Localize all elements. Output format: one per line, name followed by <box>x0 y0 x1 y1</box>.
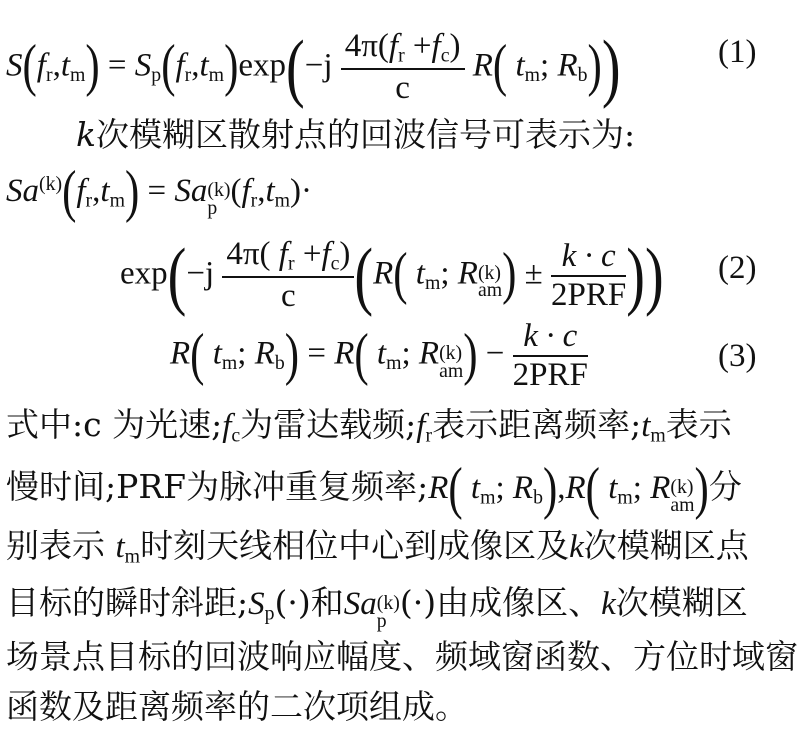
sub-m: m <box>424 271 441 294</box>
intro-sentence <box>76 115 636 154</box>
superscript-k: (k) <box>670 476 694 499</box>
sub-m: m <box>124 545 141 568</box>
denominator-2prf: 2PRF <box>551 276 627 313</box>
symbol-S: S <box>6 47 23 84</box>
sub-m: m <box>109 189 125 212</box>
sub-b: b <box>577 63 588 86</box>
symbol-f: f <box>416 408 426 444</box>
text-span: (·)由成像区、 <box>399 583 602 622</box>
equation-number-2: (2) <box>718 250 757 286</box>
symbol-f: f <box>36 47 46 84</box>
paragraph-line-6 <box>6 687 468 726</box>
denominator-2prf: 2PRF <box>512 357 588 393</box>
symbol-R: R <box>557 47 578 84</box>
symbol-Sa: Sa <box>6 173 39 210</box>
text-span: 分 <box>708 467 742 507</box>
equals-sign: = <box>107 47 127 84</box>
minus-j: −j <box>304 47 333 84</box>
fraction-kc-over-2prf <box>551 237 627 313</box>
fraction-4pi-over-c: $\frac{4\pi(f_r +f_c)}{c}$ <box>341 30 465 105</box>
symbol-R: R <box>650 470 671 507</box>
sub-r: r <box>398 44 405 67</box>
sub-m: m <box>650 424 666 447</box>
text-span: 次模糊区 <box>615 583 748 622</box>
text-span: 别表示 <box>6 526 105 565</box>
text-span: 次模糊区点 <box>583 526 749 565</box>
symbol-t: t <box>199 47 209 84</box>
semicolon: ; <box>495 470 505 507</box>
text-span: 为雷达载频; <box>240 405 417 444</box>
symbol-R: R <box>472 47 493 84</box>
plus-sign: + <box>302 236 322 272</box>
sup-sub-k-p <box>376 592 400 633</box>
symbol-t: t <box>641 408 651 444</box>
text-span: 表示 <box>665 405 732 444</box>
fraction-kc-over-2prf <box>513 320 588 392</box>
superscript-k: (k) <box>207 179 231 202</box>
equation-1: $S(f_r,t_m) = S_p(f_r,t_m)\exp(-j$ $\frac{4\pi(f_r +f_c)}{c}$ R( $t_m$; $R_b$)) <box>6 25 621 110</box>
paragraph-line-4 <box>6 583 748 633</box>
symbol-R: R <box>565 470 586 507</box>
sub-m: m <box>617 486 633 509</box>
paragraph-line-2: 慢时间;PRF为脉冲重复频率;R( $t_m$; $R_b),R$( $t_m$; R (k) am )分 <box>6 457 742 521</box>
sub-m: m <box>221 352 238 375</box>
symbol-f: f <box>431 28 441 64</box>
symbol-R: R <box>170 335 191 372</box>
equation-2-line-2: exp(−j $\frac{4\pi( f_r +f_c)}{c}$ (R( $t_m$; R (k) am ) ± $\frac{k \cdot c}{\text{2PRF}}$ )) <box>120 233 664 318</box>
sup-sub-k-am <box>477 261 503 302</box>
symbol-R: R <box>373 255 394 292</box>
equals-sign: = <box>307 335 326 372</box>
numerator-kc: k · c <box>523 318 578 354</box>
numerator-kc: k · c <box>561 237 616 274</box>
sup-sub-k-am <box>670 476 695 517</box>
text-span: 目标的瞬时斜距; <box>6 583 249 622</box>
symbol-t: t <box>376 335 387 372</box>
minus-j: −j <box>186 255 215 292</box>
sub-r: r <box>85 189 93 212</box>
equation-3: R( $t_m$; $R_b) = R$( $t_m$; R (k) am ) − $\frac{k \cdot c}{\text{2PRF}}$ <box>170 318 588 393</box>
symbol-f: f <box>388 28 399 64</box>
fraction-4pi-over-c: $\frac{4\pi( f_r +f_c)}{c}$ <box>222 238 354 313</box>
sub-p: p <box>264 602 275 625</box>
sub-r: r <box>425 424 433 447</box>
symbol-t: t <box>470 470 481 507</box>
symbol-Sa: Sa <box>174 173 208 210</box>
symbol-k: k <box>76 115 96 154</box>
paragraph-line-3 <box>6 526 749 568</box>
symbol-k: k <box>601 586 616 622</box>
sub-am: am <box>439 359 464 382</box>
sub-r: r <box>45 63 53 86</box>
sub-c: c <box>231 424 241 447</box>
minus-sign: − <box>485 335 505 372</box>
symbol-S: S <box>134 47 152 84</box>
symbol-t: t <box>100 173 110 210</box>
semicolon: ; <box>401 335 411 372</box>
sub-c: c <box>440 44 450 67</box>
equation-number-1: (1) <box>718 34 757 70</box>
sub-r: r <box>250 189 258 212</box>
text-span: (·)和 <box>274 583 344 622</box>
semicolon: ; <box>440 255 450 292</box>
paragraph-line-5 <box>6 637 798 676</box>
sub-p: p <box>151 63 162 86</box>
sub-m: m <box>386 352 402 375</box>
symbol-t: t <box>515 47 525 84</box>
symbol-t: t <box>265 173 275 210</box>
plus-minus-sign: ± <box>524 255 543 292</box>
sub-am: am <box>477 279 503 302</box>
symbol-f: f <box>76 173 86 210</box>
semicolon: ; <box>237 335 247 372</box>
symbol-t: t <box>415 255 425 292</box>
sub-m: m <box>274 189 291 212</box>
text-span: 表示距离频率; <box>432 405 642 444</box>
symbol-R: R <box>428 470 449 507</box>
equation-2-line-1: $Sa^{(k)}(f_r,t_m) = Sa$ (k) p $(f_r,t_m)\cdot$ <box>6 160 313 224</box>
semicolon: ; <box>540 47 550 84</box>
symbol-t: t <box>115 529 125 565</box>
denominator-c: c <box>281 278 296 315</box>
text-span: 慢时间;PRF为脉冲重复频率; <box>6 467 429 507</box>
symbol-R: R <box>334 335 355 372</box>
sub-am: am <box>670 494 695 517</box>
symbol-f: f <box>241 173 251 210</box>
intro-text: 次模糊区散射点的回波信号可表示为: <box>96 115 636 154</box>
sup-sub-k-p <box>207 179 231 220</box>
equation-number-3: (3) <box>718 338 757 374</box>
sub-m: m <box>208 63 225 86</box>
text-span: 式中:c 为光速; <box>6 405 223 444</box>
sub-r: r <box>287 252 295 275</box>
symbol-f: f <box>175 47 185 84</box>
symbol-k: k <box>569 529 584 565</box>
symbol-R: R <box>254 335 275 372</box>
superscript-k: (k) <box>376 592 400 615</box>
plus-sign: + <box>412 28 432 64</box>
superscript-k: (k) <box>477 261 502 284</box>
superscript-k: (k) <box>39 173 63 196</box>
sub-p: p <box>376 610 387 633</box>
sub-p: p <box>207 197 218 220</box>
denominator-c: c <box>395 70 410 107</box>
numerator-4pi: 4π <box>226 236 260 272</box>
multiplication-dot: · <box>301 173 313 210</box>
symbol-f: f <box>222 408 232 444</box>
sub-b: b <box>533 486 543 509</box>
semicolon: ; <box>632 470 642 507</box>
sub-m: m <box>524 63 541 86</box>
symbol-t: t <box>60 47 70 84</box>
symbol-R: R <box>512 470 534 507</box>
equals-sign: = <box>147 173 167 210</box>
sub-c: c <box>330 252 340 275</box>
symbol-t: t <box>608 470 618 507</box>
sub-r: r <box>184 63 192 86</box>
sub-b: b <box>274 352 285 375</box>
symbol-R: R <box>457 255 478 292</box>
symbol-f: f <box>321 236 331 272</box>
text-span: 函数及距离频率的二次项组成。 <box>6 687 468 726</box>
sup-sub-k-am <box>439 341 464 382</box>
exp-function: exp <box>120 255 168 292</box>
text-span: 时刻天线相位中心到成像区及 <box>140 526 570 565</box>
symbol-f: f <box>278 236 288 272</box>
sub-m: m <box>69 63 86 86</box>
numerator-4pi: 4π <box>344 28 378 64</box>
sub-m: m <box>480 486 496 509</box>
symbol-R: R <box>418 335 440 372</box>
superscript-k: (k) <box>439 341 463 364</box>
exp-function: exp <box>238 47 287 84</box>
text-span: 场景点目标的回波响应幅度、频域窗函数、方位时域窗 <box>6 637 798 676</box>
paragraph-line-1 <box>6 405 732 447</box>
symbol-Sa: Sa <box>343 586 377 622</box>
symbol-S: S <box>248 586 265 622</box>
symbol-t: t <box>212 335 222 372</box>
